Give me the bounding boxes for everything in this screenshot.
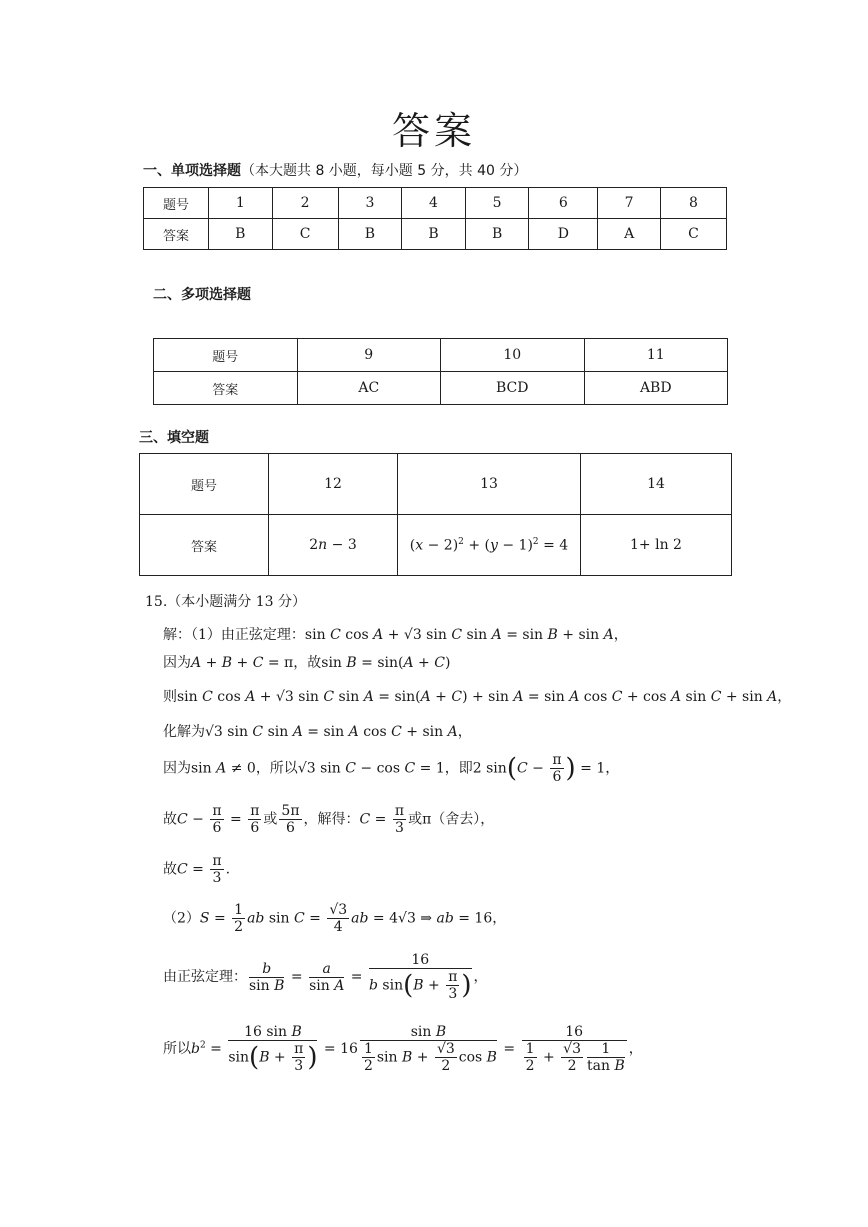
cell: 4 — [402, 188, 466, 219]
q15-part1-label: 解：（1）由正弦定理： — [163, 627, 305, 643]
q15-line-5: 因为sin A ≠ 0，所以√3 sin C − cos C = 1，即2 sin(C − $\frac{\pi}{6}$ ) = 1， — [163, 752, 620, 785]
cell: 9 — [297, 339, 441, 372]
cell: D — [529, 219, 598, 250]
fill-blank-table — [139, 453, 732, 576]
q15-line-3: 则sin C cos A + √3 sin C sin A = sin(A + C) + sin A = sin A cos C + cos A sin C + sin A， — [163, 689, 792, 705]
q15-or-pi-discard: 或π（舍去） — [408, 811, 481, 828]
q15-because: 因为 — [163, 655, 191, 671]
table-row — [140, 515, 732, 576]
cell: 5 — [465, 188, 529, 219]
q15-line-2: 因为A + B + C = π，故sin B = sin(A + C) — [163, 655, 451, 671]
cell: A — [598, 219, 661, 250]
section1-note: （本大题共 8 小题，每小题 5 分，共 40 分） — [241, 163, 528, 179]
cell: B — [209, 219, 273, 250]
q15-so: ，所以 — [255, 760, 298, 777]
cell: 14 — [581, 454, 732, 515]
q15-hence2: 故 — [163, 861, 177, 878]
table-row — [140, 454, 732, 515]
q15-so2: 所以 — [163, 1041, 191, 1057]
row-label: 答案 — [144, 219, 209, 250]
q15-line-1: 解：（1）由正弦定理：sin C cos A + √3 sin C sin A = sin B + sin A， — [163, 627, 628, 643]
q15-solve: ，解得： — [303, 811, 360, 828]
cell: BCD — [441, 372, 585, 405]
table-row — [154, 339, 728, 372]
q15-because2: 因为 — [163, 760, 191, 777]
cell: 8 — [660, 188, 726, 219]
q15-part2-label: （2） — [163, 910, 200, 927]
cell: 7 — [598, 188, 661, 219]
cell: 1 — [209, 188, 273, 219]
cell: 12 — [269, 454, 398, 515]
q15-then: 则 — [163, 689, 177, 705]
single-choice-table — [143, 187, 727, 250]
q15-therefore: ，故 — [293, 655, 322, 671]
cell: B — [338, 219, 402, 250]
table-row — [144, 188, 727, 219]
table-row — [154, 372, 728, 405]
page-title: 答案 — [391, 109, 476, 153]
row-label: 题号 — [154, 339, 298, 372]
answer-12: 2n − 3 — [269, 515, 398, 576]
row-label: 题号 — [140, 454, 269, 515]
q15-sine-rule: 由正弦定理： — [163, 969, 247, 985]
cell: B — [465, 219, 529, 250]
q15-line-4: 化解为√3 sin C sin A = sin A cos C + sin A， — [163, 724, 472, 740]
cell: 13 — [398, 454, 581, 515]
q15-heading: 15.（本小题满分 13 分） — [145, 594, 306, 610]
section2-heading: 二、多项选择题 — [153, 287, 251, 303]
q15-line-7: 故C = $\frac{\pi}{3}$ . — [163, 853, 231, 886]
cell: AC — [297, 372, 441, 405]
cell: ABD — [584, 372, 728, 405]
cell: 11 — [584, 339, 728, 372]
table-row — [144, 219, 727, 250]
cell: 6 — [529, 188, 598, 219]
cell: 3 — [338, 188, 402, 219]
row-label: 题号 — [144, 188, 209, 219]
q15-line-6: 故C − $\frac{\pi}{6}$ = $\frac{\pi}{6}$ 或 $\frac{5\pi}{6}$ ，解得：C = $\frac{\pi}{3}$ 或π（舍去）， — [163, 803, 495, 836]
multi-choice-table — [153, 338, 728, 405]
cell: B — [402, 219, 466, 250]
section1-heading — [143, 160, 527, 180]
cell: 2 — [272, 188, 338, 219]
answer-14: 1+ ln 2 — [581, 515, 732, 576]
row-label: 答案 — [140, 515, 269, 576]
q15-line-10: 所以$b^2$ = 16 sin B sin(B + $\frac{\pi}{3}$ ) = 16 sin B $\frac{1}{2}$ sin B + $\frac{√3}{2}$ cos B = 16 $\frac{1}{2}$ + $\frac{√3}{2}$ $\frac{1}{\text{tan B}}$ ， — [163, 1024, 643, 1074]
cell: 10 — [441, 339, 585, 372]
cell: C — [660, 219, 726, 250]
q15-simplify: 化解为 — [163, 724, 205, 740]
q15-line-9: 由正弦定理： $\frac{b}{\text{sin B}}$ = $\frac{a}{\text{sin A}}$ = 16 b sin(B + $\frac{\pi}{3}$ ) ， — [163, 952, 488, 1002]
section1-heading-text: 一、单项选择题 — [143, 163, 241, 179]
section3-heading: 三、填空题 — [139, 430, 209, 446]
q15-or: 或 — [263, 811, 278, 828]
row-label: 答案 — [154, 372, 298, 405]
q15-line-8: （2）S = $\frac{1}{2}$ ab sin C = $\frac{√3}{4}$ ab = 4√3 ⇒ ab = 16， — [163, 902, 507, 935]
cell: C — [272, 219, 338, 250]
q15-hence: 故 — [163, 811, 177, 828]
q15-ie: ，即 — [444, 760, 473, 777]
answer-13: $(x - 2)^2 + (y - 1)^2 = 4$ — [398, 515, 581, 576]
